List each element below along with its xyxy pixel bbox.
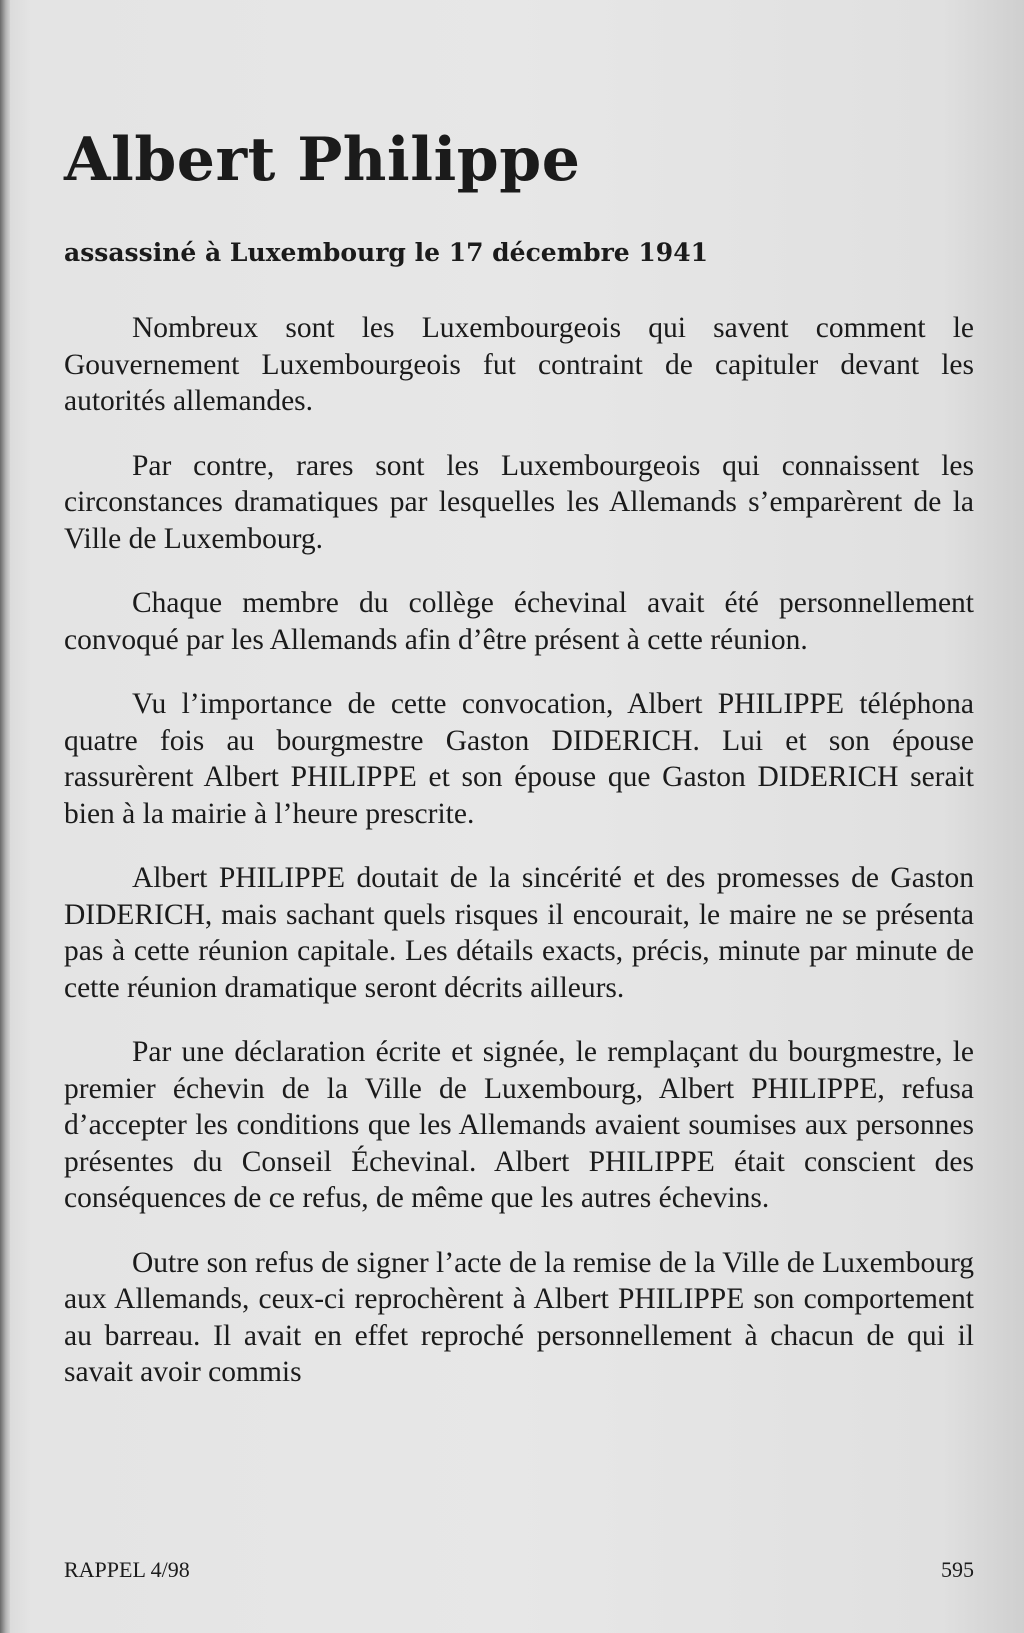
paragraph-4: Vu l’importance de cette convocation, Albert PHILIPPE téléphona quatre fois au bourgmestre Gaston DIDERICH. Lui et son épouse rassurèrent Albert PHILIPPE et son épouse que Gaston DIDERICH serait bien à la mairie à l’heure prescrite. xyxy=(64,688,974,830)
paragraph-5: Albert PHILIPPE doutait de la sincérité et des promesses de Gaston DIDERICH, mais sachant quels risques il encourait, le maire ne se présenta pas à cette réunion capitale. Les détails exacts, précis, minute par minute de cette réunion dramatique seront décrits ailleurs. xyxy=(64,862,974,1004)
paragraph-2: Par contre, rares sont les Luxembourgeois qui connaissent les circonstances dramatiques par lesquelles les Allemands s’emparèrent de la Ville de Luxembourg. xyxy=(64,449,974,555)
paragraph-7: Outre son refus de signer l’acte de la remise de la Ville de Luxembourg aux Allemands, ceux-ci reprochèrent à Albert PHILIPPE son comportement au barreau. Il avait en effet reproché personnellement à chacun de qui il savait avoir commis xyxy=(64,1246,974,1388)
paragraph-3: Chaque membre du collège échevinal avait été personnellement convoqué par les Allemands afin d’être présent à cette réunion. xyxy=(64,587,974,656)
paragraph-6: Par une déclaration écrite et signée, le remplaçant du bourgmestre, le premier échevin de la Ville de Luxembourg, Albert PHILIPPE, refusa d’accepter les conditions que les Allemands avaient soumises aux personnes présentes du Conseil Échevinal. Albert PHILIPPE était conscient des conséquences de ce refus, de même que les autres échevins. xyxy=(64,1036,974,1214)
publication-name: RAPPEL 4/98 xyxy=(64,1557,190,1582)
paragraph-1: Nombreux sont les Luxembourgeois qui savent comment le Gouvernement Luxembourgeois fut contraint de capituler devant les autorités allemandes. xyxy=(64,312,974,417)
page-number: 595 xyxy=(941,1557,974,1582)
book-spine-edge xyxy=(0,0,10,1633)
article-title: Albert Philippe xyxy=(64,125,581,195)
article-subtitle: assassiné à Luxembourg le 17 décembre 1941 xyxy=(64,238,708,267)
article-body xyxy=(64,120,974,1391)
